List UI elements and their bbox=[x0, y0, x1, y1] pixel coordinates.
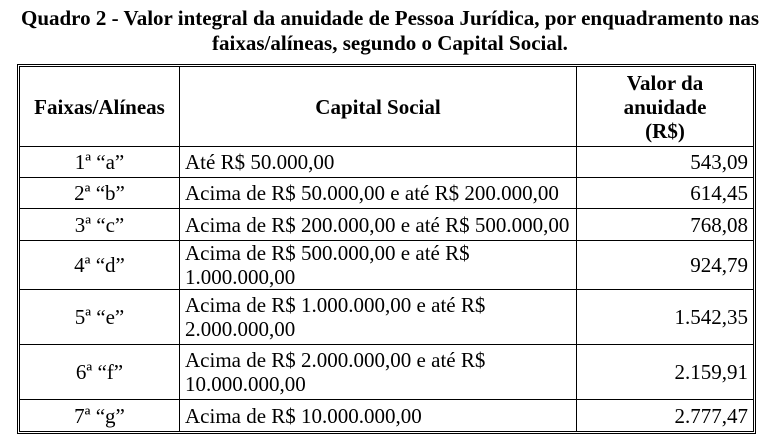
capital-text: Acima de R$ 10.000.000,00 bbox=[185, 403, 422, 428]
faixa-cell: 5ª “e” bbox=[20, 290, 180, 345]
caption-line-1: Quadro 2 - Valor integral da anuidade de Pessoa Jurídica, por enquadramento nas bbox=[20, 6, 760, 30]
valor-cell: 924,79 bbox=[577, 241, 754, 290]
valor-cell: 614,45 bbox=[577, 178, 754, 209]
faixa-cell: 1ª “a” bbox=[20, 147, 180, 178]
valor-cell: 1.542,35 bbox=[577, 290, 754, 345]
header-row bbox=[20, 67, 754, 147]
table-row bbox=[20, 400, 754, 432]
capital-text: Acima de R$ 1.000.000,00 e até R$ bbox=[185, 293, 486, 317]
faixa-cell: 2ª “b” bbox=[20, 178, 180, 209]
caption-line-2: faixas/alíneas, segundo o Capital Social. bbox=[212, 31, 568, 55]
table-row bbox=[20, 178, 754, 209]
table-row bbox=[20, 241, 754, 290]
table-caption bbox=[0, 6, 780, 56]
header-capital-social: Capital Social bbox=[180, 67, 577, 147]
table-row bbox=[20, 209, 754, 241]
valor-cell: 2.159,91 bbox=[577, 345, 754, 400]
faixa-cell: 6ª “f” bbox=[20, 345, 180, 400]
capital-text: Até R$ 50.000,00 bbox=[185, 150, 335, 174]
capital-cell bbox=[180, 400, 577, 432]
header-valor-line-1: Valor da bbox=[626, 70, 704, 95]
capital-cell bbox=[180, 241, 577, 290]
anuidade-table bbox=[19, 66, 754, 432]
capital-text: Acima de R$ 500.000,00 e até R$ 1.000.000,00 bbox=[185, 241, 470, 289]
capital-cell bbox=[180, 290, 577, 345]
table-row bbox=[20, 345, 754, 400]
header-valor-anuidade bbox=[577, 67, 754, 147]
capital-cell bbox=[180, 178, 577, 209]
faixa-cell: 4ª “d” bbox=[20, 241, 180, 290]
capital-text: Acima de R$ 200.000,00 e até R$ 500.000,00 bbox=[185, 212, 570, 237]
capital-text-continued: 2.000.000,00 bbox=[185, 317, 296, 341]
faixa-cell: 3ª “c” bbox=[20, 209, 180, 241]
valor-cell: 768,08 bbox=[577, 209, 754, 241]
capital-cell bbox=[180, 209, 577, 241]
header-valor-line-3: (R$) bbox=[645, 118, 685, 143]
valor-cell: 2.777,47 bbox=[577, 400, 754, 432]
faixa-cell: 7ª “g” bbox=[20, 400, 180, 432]
capital-text: Acima de R$ 50.000,00 e até R$ 200.000,00 bbox=[185, 181, 559, 205]
table-row bbox=[20, 290, 754, 345]
valor-cell: 543,09 bbox=[577, 147, 754, 178]
capital-cell bbox=[180, 345, 577, 400]
header-valor-line-2: anuidade bbox=[623, 94, 707, 119]
capital-text: Acima de R$ 2.000.000,00 e até R$ bbox=[185, 348, 486, 372]
header-faixas: Faixas/Alíneas bbox=[20, 67, 180, 147]
capital-text-continued: 10.000.000,00 bbox=[185, 372, 306, 396]
table-row bbox=[20, 147, 754, 178]
capital-cell bbox=[180, 147, 577, 178]
